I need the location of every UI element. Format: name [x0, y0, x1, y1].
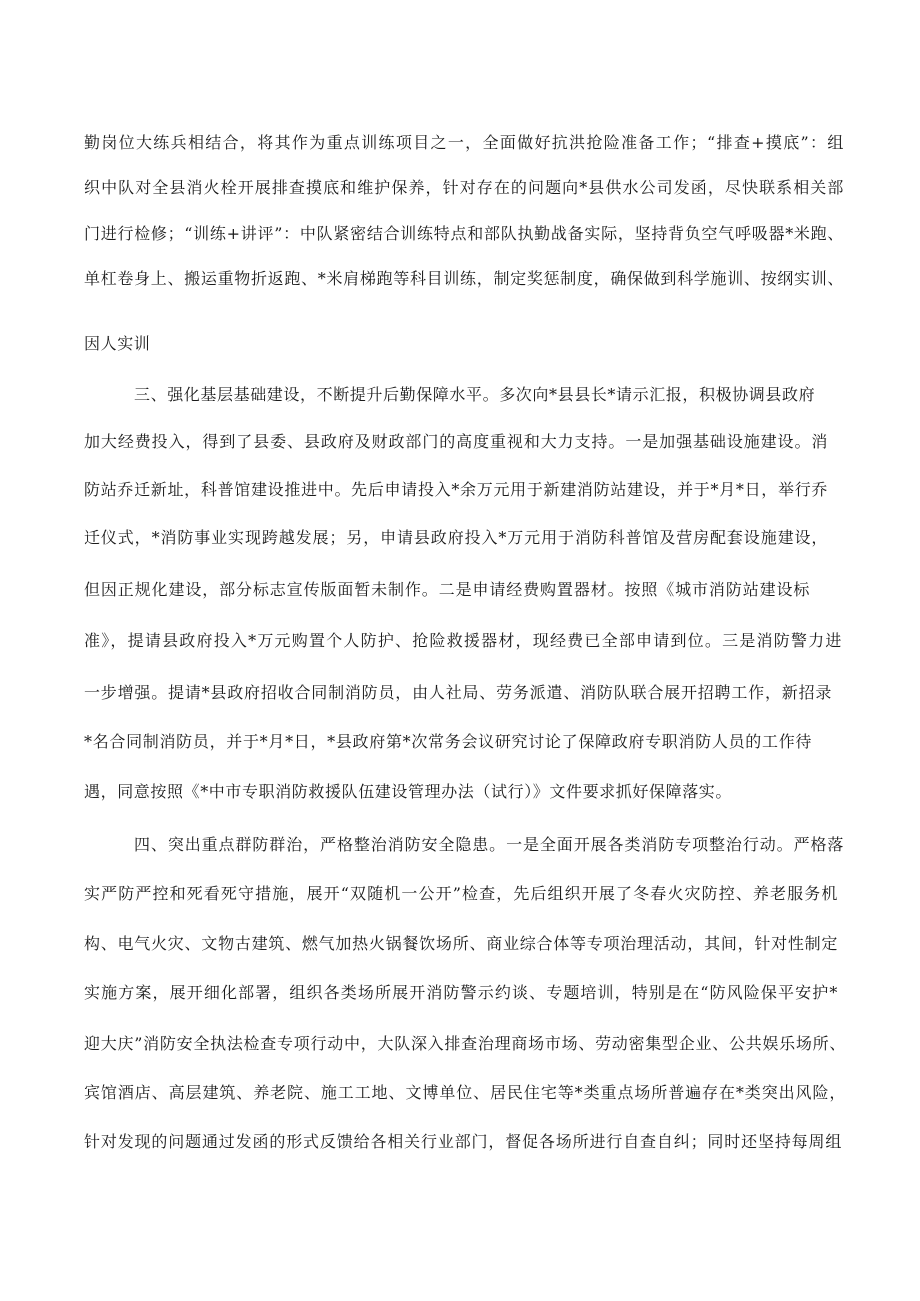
- paragraph-line: 一步增强。提请*县政府招收合同制消防员，由人社局、劳务派遣、消防队联合展开招聘工作，新招录: [84, 683, 832, 702]
- paragraph-line: 构、电气火灾、文物古建筑、燃气加热火锅餐饮场所、商业综合体等专项治理活动，其间，针对性制定: [84, 934, 838, 953]
- paragraph-line: 遇，同意按照《*中市专职消防救援队伍建设管理办法（试行）》文件要求抓好保障落实。: [84, 782, 733, 801]
- paragraph-line: 单杠卷身上、搬运重物折返跑、*米肩梯跑等科目训练，制定奖惩制度，确保做到科学施训、按纲实训、: [84, 269, 844, 288]
- paragraph-line: 迁仪式，*消防事业实现跨越发展；另，申请县政府投入*万元用于消防科普馆及营房配套设施建设，: [84, 528, 828, 547]
- paragraph-line: 织中队对全县消火栓开展排查摸底和维护保养，针对存在的问题向*县供水公司发函，尽快联系相关部: [84, 178, 844, 197]
- paragraph-line: 因人实训: [84, 334, 151, 353]
- paragraph-line: 实严防严控和死看死守措施，展开“双随机一公开”检查，先后组织开展了冬春火灾防控、养老服务机: [84, 884, 838, 903]
- paragraph-line: 针对发现的问题通过发函的形式反馈给各相关行业部门，督促各场所进行自查自纠；同时还坚持每周组: [84, 1132, 842, 1151]
- paragraph-line: 但因正规化建设，部分标志宣传版面暂未制作。二是申请经费购置器材。按照《城市消防站建设标: [84, 580, 810, 599]
- paragraph-line: 实施方案，展开细化部署，组织各类场所展开消防警示约谈、专题培训，特别是在“防风险保平安护*: [84, 983, 838, 1002]
- paragraph-line: 门进行检修；“训练+讲评”：中队紧密结合训练特点和部队执勤战备实际，坚持背负空气呼吸器*米跑、: [84, 224, 844, 243]
- paragraph-line: *名合同制消防员，并于*月*日，*县政府第*次常务会议研究讨论了保障政府专职消防人员的工作待: [84, 732, 812, 751]
- section-heading-line: 三、强化基层基础建设，不断提升后勤保障水平。多次向*县县长*请示汇报，积极协调县政府: [134, 385, 816, 404]
- paragraph-line: 准》，提请县政府投入*万元购置个人防护、抢险救援器材，现经费已全部申请到位。三是消防警力进: [84, 631, 842, 650]
- paragraph-line: 防站乔迁新址，科普馆建设推进中。先后申请投入*余万元用于新建消防站建设，并于*月*日，举行乔: [84, 480, 828, 499]
- paragraph-line: 迎大庆”消防安全执法检查专项行动中，大队深入排查治理商场市场、劳动密集型企业、公共娱乐场所、: [84, 1034, 846, 1053]
- section-heading-line: 四、突出重点群防群治，严格整治消防安全隐患。一是全面开展各类消防专项整治行动。严格落: [134, 835, 844, 854]
- paragraph-line: 加大经费投入，得到了县委、县政府及财政部门的高度重视和大力支持。一是加强基础设施建设。消: [84, 432, 828, 451]
- paragraph-line: 宾馆酒店、高层建筑、养老院、施工工地、文博单位、居民住宅等*类重点场所普遍存在*类突出风险，: [84, 1083, 846, 1102]
- paragraph-line: 勤岗位大练兵相结合，将其作为重点训练项目之一，全面做好抗洪抢险准备工作；“排查+摸底”：组: [84, 133, 844, 152]
